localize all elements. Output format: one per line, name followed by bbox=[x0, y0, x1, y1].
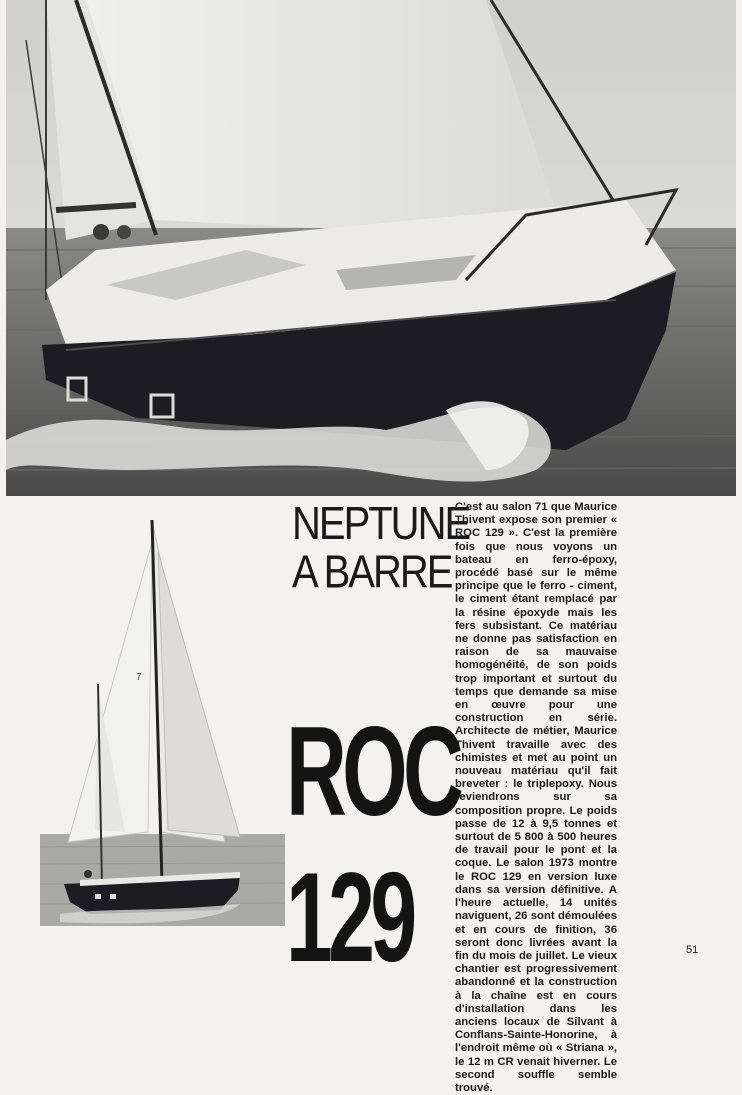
sailboat-illustration-small bbox=[40, 512, 285, 926]
model-title-line-2: 129 bbox=[286, 845, 413, 989]
headline-line-1: NEPTUNE bbox=[292, 498, 470, 550]
sailboat-illustration-large bbox=[6, 0, 736, 496]
page-number: 51 bbox=[686, 944, 699, 956]
article-body: C'est au salon 71 que Maurice Thivent expose son premier « ROC 129 ». C'est la première fois que nous voyons un bateau en ferro-époxy, procédé basé sur le même principe que le ferro - ciment, le ciment étant remplacé par la résine époxyde mais les fers subsistant. Ce matériau ne donne pas satisfaction en raison de sa mauvaise homogénéité, de son poids trop important et surtout du temps que demande sa mise en œuvre pour une construction en série. Architecte de métier, Maurice Thivent travaille avec des chimistes et met au point un nouveau matériau qu'il fait breveter : le triplepoxy. Nous reviendrons sur sa composition propre. Le poids passe de 12 à 9,5 tonnes et surtout de 5 800 à 500 heures de travail pour le pont et la coque. Le salon 1973 montre le ROC 129 en version luxe dans sa version définitive. A l'heure actuelle, 14 unités naviguent, 26 sont démoulées et en cours de finition, 36 seront donc livrées avant la fin du mois de juillet. Le vieux chantier est progressivement abandonné et la construction à la chaîne est en cours d'installation dans les anciens locaux de Silvant à Conflans-Sainte-Honorine, à l'endroit même où « Striana », le 12 m CR venait hiverner. Le second souffle semble trouvé. bbox=[455, 501, 617, 1094]
sailboat-photo-small bbox=[40, 512, 285, 926]
model-title-line-1: ROC bbox=[286, 699, 460, 842]
headline bbox=[292, 498, 470, 598]
svg-text:7: 7 bbox=[136, 672, 142, 683]
model-title bbox=[286, 698, 460, 991]
sailboat-photo-large bbox=[6, 0, 736, 496]
headline-line-2: A BARRE bbox=[292, 547, 452, 598]
